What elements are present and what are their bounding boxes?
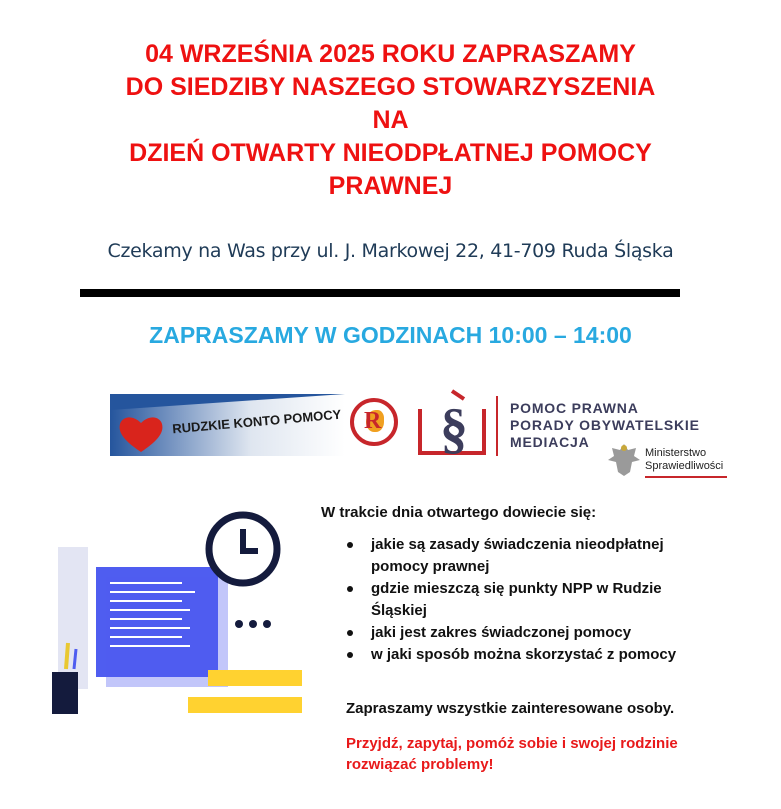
list-item-text: pomocy prawnej	[371, 558, 490, 575]
list-item	[347, 622, 747, 644]
svg-text:§: §	[440, 398, 468, 460]
headline-line: NA	[372, 106, 409, 134]
list-item-text: w jaki sposób można skorzystać z pomocy	[371, 646, 677, 663]
list-item-text: gdzie mieszczą się punkty NPP w Rudzie	[371, 580, 662, 597]
list-item-text: Śląskiej	[371, 602, 427, 619]
closing-line: rozwiązać problemy!	[346, 756, 494, 773]
divider	[80, 289, 680, 297]
headline-line: PRAWNEJ	[328, 172, 453, 200]
list-item	[347, 644, 747, 666]
closing-line: Przyjdź, zapytaj, pomóż sobie i swojej rodzinie	[346, 735, 678, 752]
list-item	[347, 578, 747, 622]
invite-text: Zapraszamy wszystkie zainteresowane osoby.	[346, 700, 675, 717]
list-item-text: jakie są zasady świadczenia nieodpłatnej	[371, 536, 664, 553]
closing-text	[346, 733, 678, 775]
list-item-text: jaki jest zakres świadczonej pomocy	[371, 624, 632, 641]
heart-icon	[118, 414, 164, 454]
ministry-logo	[607, 442, 724, 483]
info-heading: W trakcie dnia otwartego dowiecie się:	[321, 504, 597, 521]
ministry-name	[645, 447, 723, 473]
office-illustration	[40, 505, 310, 720]
headline-line: DO SIEDZIBY NASZEGO STOWARZYSZENIA	[125, 73, 656, 101]
eagle-emblem-icon	[607, 442, 641, 478]
headline-line: DZIEŃ OTWARTY NIEODPŁATNEJ POMOCY	[129, 139, 652, 167]
address-line: Czekamy na Was przy ul. J. Markowej 22, 41-709 Ruda Śląska	[107, 240, 674, 262]
topics-list	[347, 534, 747, 666]
city-seal-logo: R	[350, 398, 398, 446]
logo-divider	[496, 396, 498, 456]
pomoc-prawna-line: PORADY OBYWATELSKIE	[510, 417, 700, 433]
headline-line: 04 WRZEŚNIA 2025 ROKU ZAPRASZAMY	[145, 40, 636, 68]
ministry-name-line: Ministerstwo	[645, 447, 707, 459]
list-item	[347, 534, 747, 578]
rudzkie-konto-pomocy-text: RUDZKIE KONTO POMOCY	[171, 406, 342, 437]
pomoc-prawna-text	[510, 400, 700, 451]
ministry-name-line: Sprawiedliwości	[645, 460, 724, 472]
rudzkie-konto-pomocy-logo	[110, 394, 345, 456]
pomoc-prawna-line: MEDIACJA	[510, 434, 590, 450]
pomoc-prawna-line: POMOC PRAWNA	[510, 400, 639, 416]
paragraph-logo-icon	[412, 387, 492, 463]
headline	[0, 38, 781, 203]
opening-hours: ZAPRASZAMY W GODZINACH 10:00 – 14:00	[149, 322, 632, 348]
